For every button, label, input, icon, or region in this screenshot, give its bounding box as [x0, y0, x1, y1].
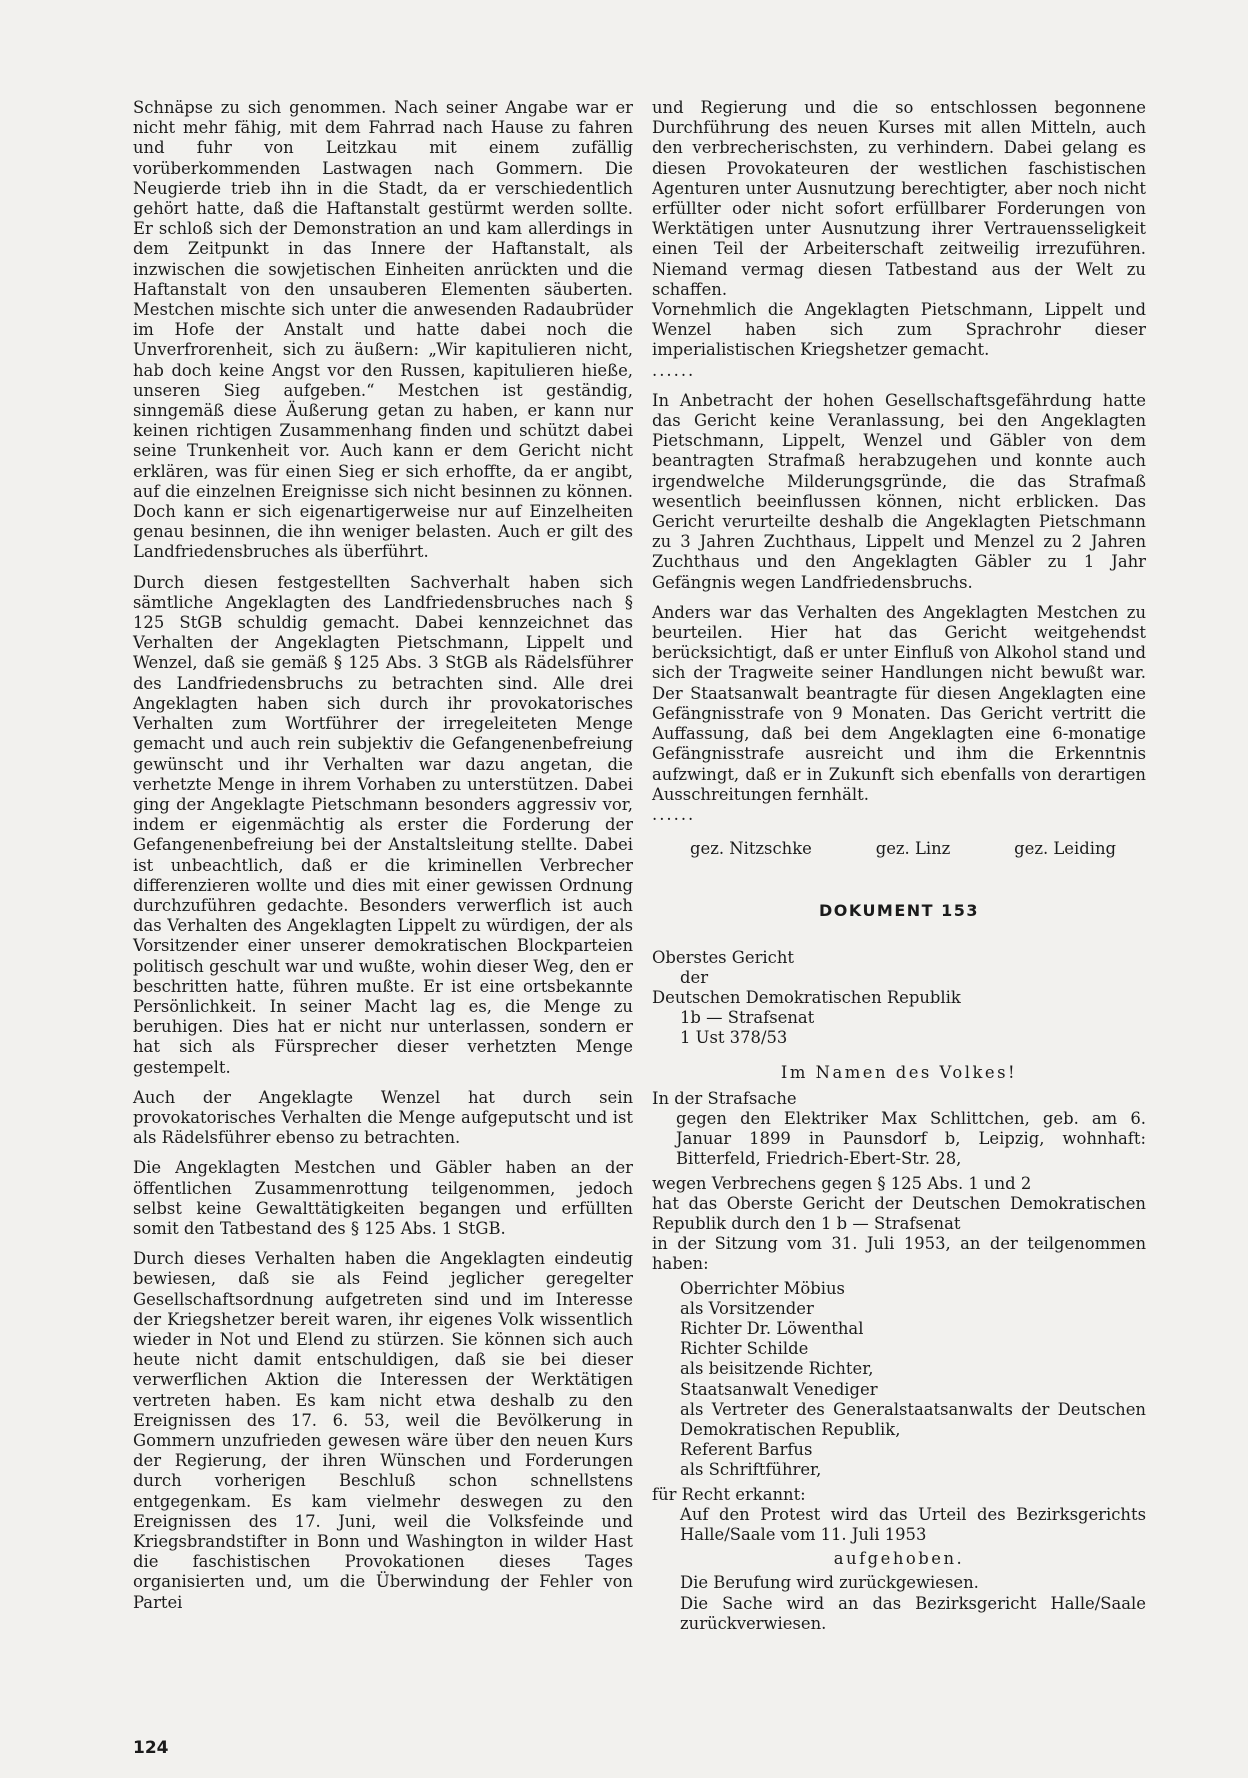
aufgehoben: aufgehoben. [833, 1549, 965, 1569]
participant: als Vertreter des Generalstaatsanwalts der Deutschen Demokratischen Republik, [680, 1399, 1146, 1439]
participant: Staatsanwalt Venediger [680, 1379, 878, 1399]
signatures [652, 825, 1146, 859]
im-namen-heading: Im Namen des Volkes! [780, 1062, 1018, 1082]
court-name: Oberstes Gericht [652, 947, 794, 967]
paragraph: Durch diesen festgestellten Sachverhalt haben sich sämtliche Angeklagten des Landfriedensbruches nach § 125 StGB schuldig gemacht. Dabei kennzeichnet das Verhalten der Angeklagten Pietschmann, Lippelt und Wenzel, daß sie gemäß § 125 Abs. 3 StGB als Rädelsführer des Landfriedensbruchs zu betrachten sind. Alle drei Angeklagten haben sich durch ihr provokatorisches Verhalten zum Wortführer der irregeleiteten Menge gemacht und auch rein subjektiv die Gefangenenbefreiung gewünscht und ihr Verhalten war dazu angetan, die verhetzte Menge in ihrem Vorhaben zu unterstützen. Dabei ging der Angeklagte Pietschmann besonders aggressiv vor, indem er eigenmächtig als erster die Forderung der Gefangenenbefreiung bei der Anstaltsleitung stellte. Dabei ist unbeachtlich, daß er die kriminellen Verbrecher differenzieren wollte und dies mit einer gewissen Ordnung durchzuführen gedachte. Besonders verwerflich ist auch das Verhalten des Angeklagten Lippelt zu würdigen, der als Vorsitzender einer unserer demokratischen Blockparteien politisch geschult war und wußte, wohin dieser Weg, den er beschritten hatte, führen mußte. Er ist eine ortsbekannte Persönlichkeit. In seiner Macht lag es, die Menge zu beruhigen. Dies hat er nicht nur unterlassen, sondern er hat sich als Fürsprecher dieser verhetzten Menge gestempelt. [133, 572, 633, 1077]
document-heading: DOKUMENT 153 [818, 901, 980, 921]
session: in der Sitzung vom 31. Juli 1953, an der teilgenommen haben: [652, 1234, 1146, 1274]
right-column [652, 98, 1146, 1634]
court-line: der [680, 967, 709, 987]
participant: als beisitzende Richter, [680, 1359, 874, 1379]
signature: gez. Nitzschke [690, 839, 812, 859]
court-header [652, 948, 1146, 1049]
signature: gez. Linz [875, 839, 951, 859]
paragraph: und Regierung und die so entschlossen begonnene Durchführung des neuen Kurses mit allen Mitteln, auch den verbrecherischsten, zu verhindern. Dabei gelang es diesen Provokateuren der westlichen faschistischen Agenturen unter Ausnutzung berechtigter, aber noch nicht erfüllter oder nicht sofort erfüllbarer Forderungen von Werktätigen unter Ausnutzung ihrer Vertrauensseligkeit einen Teil der Arbeiterschaft zeitweilig irrezuführen. Niemand vermag diesen Tatbestand aus der Welt zu schaffen. [652, 98, 1146, 299]
ellipsis: ...... [652, 804, 696, 824]
verdict: Auf den Protest wird das Urteil des Bezirksgerichts Halle/Saale vom 11. Juli 1953 [680, 1504, 1146, 1544]
fuer-recht-erkannt: für Recht erkannt: [652, 1484, 806, 1504]
page-number: 124 [133, 1738, 169, 1758]
senate: 1b — Strafsenat [680, 1008, 815, 1028]
left-column [133, 98, 633, 1613]
paragraph: Auch der Angeklagte Wenzel hat durch sein provokatorisches Verhalten die Menge aufgeputscht und ist als Rädelsführer ebenso zu betrachten. [133, 1087, 633, 1148]
paragraph: Vornehmlich die Angeklagten Pietschmann, Lippelt und Wenzel haben sich zum Sprachrohr dieser imperialistischen Kriegshetzer gemacht. [652, 300, 1146, 360]
ellipsis: ...... [652, 360, 696, 380]
defendant: gegen den Elektriker Max Schlittchen, geb. am 6. Januar 1899 in Paunsdorf b, Leipzig, wohnhaft: Bitterfeld, Friedrich-Ebert-Str. 28, [676, 1108, 1146, 1169]
participant: Oberrichter Möbius [680, 1278, 845, 1298]
participant: als Vorsitzender [680, 1298, 814, 1318]
case-number: 1 Ust 378/53 [680, 1028, 788, 1048]
verdict: Die Berufung wird zurückgewiesen. [680, 1573, 979, 1593]
paragraph: Die Angeklagten Mestchen und Gäbler haben an der öffentlichen Zusammenrottung teilgenommen, jedoch selbst keine Gewalttätigkeiten begangen und erfüllten somit den Tatbestand des § 125 Abs. 1 StGB. [133, 1158, 633, 1238]
paragraph: In Anbetracht der hohen Gesellschaftsgefährdung hatte das Gericht keine Veranlassung, bei den Angeklagten Pietschmann, Lippelt, Wenzel und Gäbler von dem beantragten Strafmaß herabzugehen und konnte auch irgendwelche Milderungsgründe, die das Strafmaß wesentlich beeinflussen können, nicht erblicken. Das Gericht verurteilte deshalb die Angeklagten Pietschmann zu 3 Jahren Zuchthaus, Lippelt und Menzel zu 2 Jahren Zuchthaus und den Angeklagten Gäbler zu 1 Jahr Gefängnis wegen Landfriedensbruchs. [652, 390, 1146, 592]
charge: wegen Verbrechens gegen § 125 Abs. 1 und 2 [652, 1173, 1032, 1193]
paragraph: Durch dieses Verhalten haben die Angeklagten eindeutig bewiesen, daß sie als Feind jeglicher geregelter Gesellschaftsordnung aufgetreten sind und im Interesse der Kriegshetzer bereit waren, ihr eigenes Volk wissentlich wieder in Not und Elend zu stürzen. Sie können sich auch heute nicht damit entschuldigen, daß sie bei dieser verwerflichen Aktion die Interessen der Werktätigen vertreten haben. Es kam nicht etwa deshalb zu den Ereignissen des 17. 6. 53, weil die Bevölkerung in Gommern unzufrieden gewesen wäre über den neuen Kurs der Regierung, der ihren Wünschen und Forderungen durch vorherigen Beschluß schon schnellstens entgegenkam. Es kam vielmehr deswegen zu den Ereignissen des 17. Juni, weil die Volksfeinde und Kriegsbrandstifter in Bonn und Washington in wilder Hast die faschistischen Provokationen dieses Tages organisierten und, um die Überwindung der Fehler von Partei [133, 1249, 633, 1612]
participants [652, 1279, 1146, 1481]
paragraph: Schnäpse zu sich genommen. Nach seiner Angabe war er nicht mehr fähig, mit dem Fahrrad nach Hause zu fahren und fuhr von Leitzkau mit einem zufällig vorüberkommenden Lastwagen nach Gommern. Die Neugierde trieb ihn in die Stadt, da er verschiedentlich gehört hatte, daß die Haftanstalt gestürmt werden sollte. Er schloß sich der Demonstration an und kam allerdings in dem Zeitpunkt in das Innere der Haftanstalt, als inzwischen die sowjetischen Einheiten anrückten und die Haftanstalt von den unsauberen Elementen säuberten. Mestchen mischte sich unter die anwesenden Radaubrüder im Hofe der Anstalt und hatte dabei noch die Unverfrorenheit, sich zu äußern: „Wir kapitulieren nicht, hab doch keine Angst vor den Russen, kapitulieren hieße, unseren Sieg aufgeben.“ Mestchen ist geständig, sinngemäß diese Äußerung getan zu haben, er kann nur keinen richtigen Zusammenhang finden und schützt dabei seine Trunkenheit vor. Auch kann er dem Gericht nicht erklären, was für einen Sieg er sich erhoffte, da er angibt, auf die einzelnen Ereignisse sich nicht besinnen zu können. Doch kann er sich eigenartigerweise nur auf Einzelheiten genau besinnen, die ihn weniger belasten. Auch er gilt des Landfriedensbruches als überführt. [133, 98, 633, 562]
participant: Referent Barfus [680, 1440, 813, 1460]
court-line: hat das Oberste Gericht der Deutschen Demokratischen Republik durch den 1 b — Strafsenat [652, 1193, 1146, 1233]
participant: Richter Schilde [680, 1339, 809, 1359]
participant: als Schriftführer, [680, 1460, 822, 1480]
court-line: Deutschen Demokratischen Republik [652, 987, 961, 1007]
paragraph: Anders war das Verhalten des Angeklagten Mestchen zu beurteilen. Hier hat das Gericht weitgehendst berücksichtigt, daß er unter Einfluß von Alkohol stand und sich der Tragweite seiner Handlungen nicht bewußt war. Der Staatsanwalt beantragte für diesen Angeklagten eine Gefängnisstrafe von 9 Monaten. Das Gericht vertritt die Auffassung, daß bei dem Angeklagten eine 6-monatige Gefängnisstrafe ausreicht und ihm die Erkenntnis aufzwingt, daß er in Zukunft sich ebenfalls von derartigen Ausschreitungen fernhält. [652, 602, 1146, 804]
signature: gez. Leiding [1014, 839, 1116, 859]
in-der-strafsache: In der Strafsache [652, 1088, 797, 1108]
participant: Richter Dr. Löwenthal [680, 1318, 864, 1338]
parties [652, 1089, 1146, 1634]
verdict: Die Sache wird an das Bezirksgericht Halle/Saale zurückverwiesen. [680, 1593, 1146, 1633]
